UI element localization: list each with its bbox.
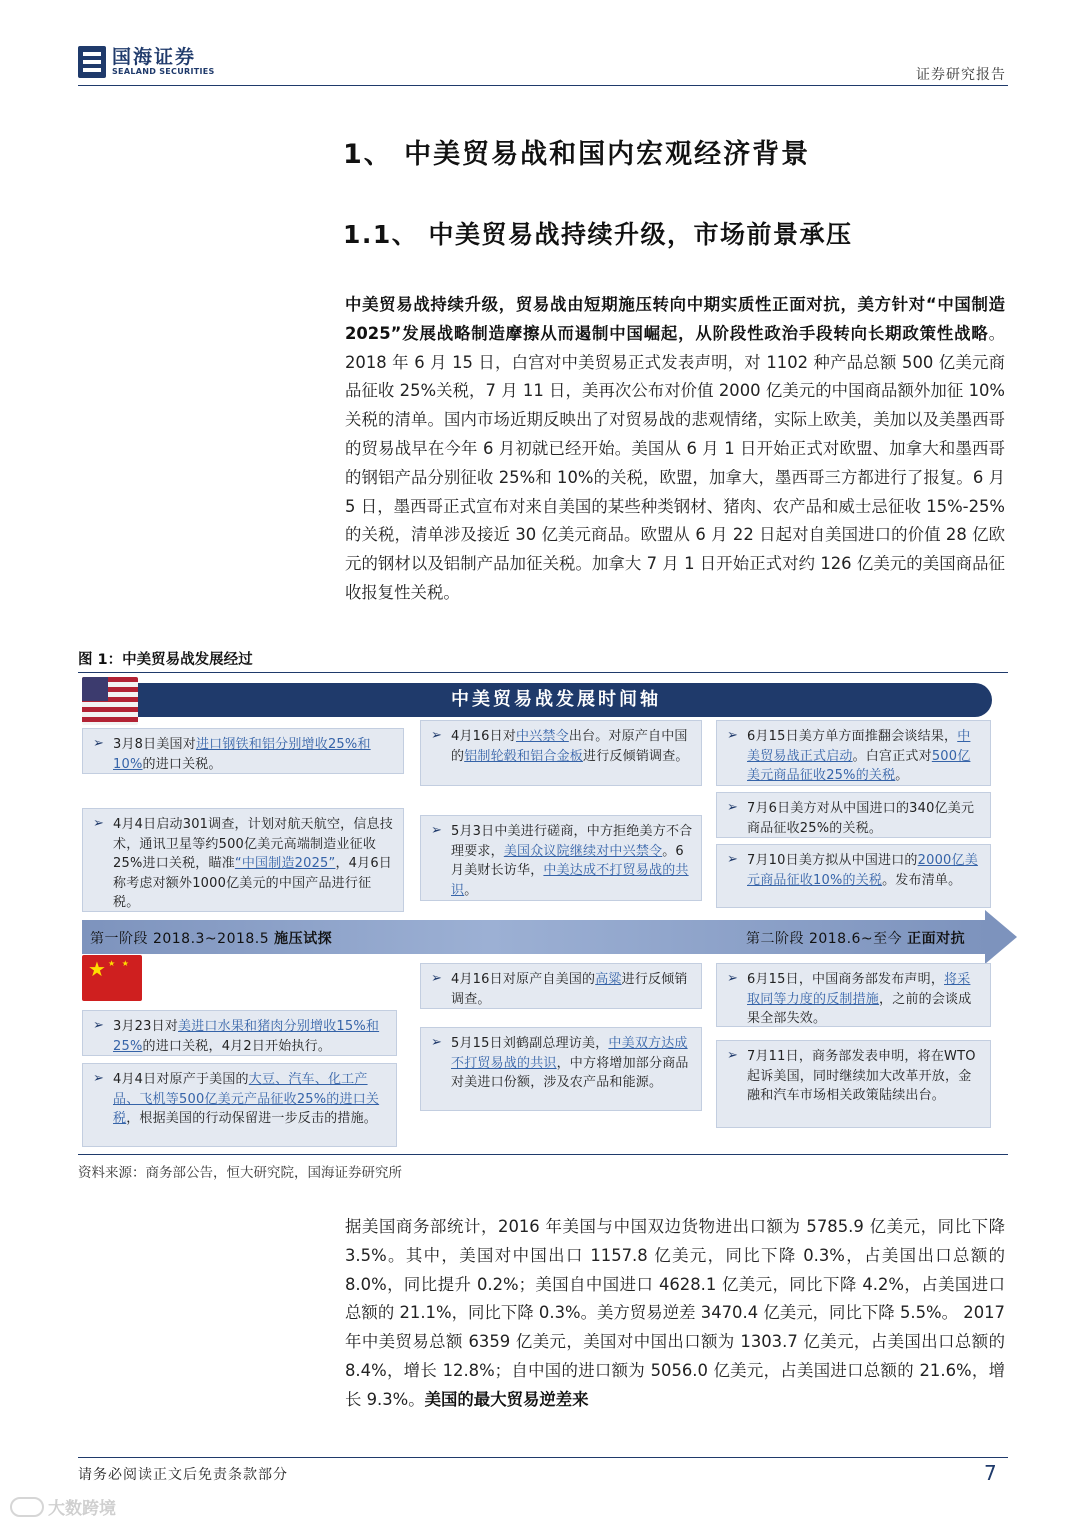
company-logo xyxy=(78,46,215,78)
paragraph-1-text: 。2018 年 6 月 15 日，白宫对中美贸易正式发表声明，对 1102 种产品总额 500 亿美元商品征收 25%关税，7 月 11 日，美再次公布对价值 2000 亿美元的中国商品额外加征 10%关税的清单。国内市场近期反映出了对贸易战的悲观情绪，实际上欧美，美加以及美墨西哥的贸易战早在今年 6 月初就已经开始。美国从 6 月 1 日开始正式对欧盟、加拿大和墨西哥的钢铝产品分别征收 25%和 10%的关税，欧盟，加拿大，墨西哥三方都进行了报复。6 月 5 日，墨西哥正式宣布对来自美国的某些种类钢材、猪肉、农产品和威士忌征收 15%-25%的关税，清单涉及接近 30 亿美元商品。欧盟从 6 月 22 日起对自美国进口的价值 28 亿欧元的钢材以及铝制产品加征关税。加拿大 7 月 1 日开始正式对约 126 亿美元的美国商品征收报复性关税。 xyxy=(345,323,1005,602)
subsection-heading: 1.1、 中美贸易战持续升级，市场前景承压 xyxy=(343,220,853,249)
page-number: 7 xyxy=(984,1461,997,1485)
timeline-box-us-0615: ➢ 6月15日美方单方面推翻会谈结果，中美贸易战正式启动。白宫正式对500亿美元商品征收25%的关税。 xyxy=(716,720,991,786)
timeline-box-us-0710: ➢ 7月10日美方拟从中国进口的2000亿美元商品征收10%的关税。发布清单。 xyxy=(716,844,991,908)
stage-2-label: 第二阶段 2018.6~至今 正面对抗 xyxy=(746,931,966,947)
body-paragraph-1 xyxy=(345,291,1005,608)
us-flag-icon xyxy=(82,677,138,725)
timeline-box-cn-0515: ➢ 5月15日刘鹤副总理访美，中美双方达成不打贸易战的共识，中方将增加部分商品对美进口份额，涉及农产品和能源。 xyxy=(420,1027,702,1111)
report-type: 证券研究报告 xyxy=(916,67,1006,83)
stage-1-label: 第一阶段 2018.3~2018.5 施压试探 xyxy=(90,931,333,947)
logo-english-name: SEALAND SECURITIES xyxy=(112,67,215,76)
logo-mark-icon xyxy=(78,46,106,78)
paragraph-1-bold-lead: 中美贸易战持续升级，贸易战由短期施压转向中期实质性正面对抗，美方针对“中国制造 2025”发展战略制造摩擦从而遏制中国崛起，从阶段性政治手段转向长期政策性战略 xyxy=(345,295,1005,343)
timeline-arrow-icon xyxy=(985,910,1017,964)
timeline-box-cn-0615: ➢ 6月15日，中国商务部发布声明，将采取同等力度的反制措施，之前的会谈成果全部失效。 xyxy=(716,963,991,1027)
timeline-box-cn-0711: ➢ 7月11日，商务部发表申明，将在WTO起诉美国，同时继续加大改革开放，金融和汽车市场相关政策陆续出台。 xyxy=(716,1040,991,1128)
page-header xyxy=(78,44,1008,86)
timeline-box-us-0416: ➢ 4月16日对中兴禁令出台。对原产自中国的铝制轮毂和铝合金板进行反倾销调查。 xyxy=(420,720,702,786)
timeline-box-cn-0404: ➢ 4月4日对原产于美国的大豆、汽车、化工产品、飞机等500亿美元产品征收25%的进口关税，根据美国的行动保留进一步反击的措施。 xyxy=(82,1063,397,1147)
figure-top-rule xyxy=(78,672,1008,673)
figure-bottom-rule xyxy=(78,1154,1008,1155)
timeline-box-us-0706: ➢ 7月6日美方对从中国进口的340亿美元商品征收25%的关税。 xyxy=(716,792,991,838)
paragraph-2-bold-tail: 美国的最大贸易逆差来 xyxy=(424,1389,589,1409)
figure-source: 资料来源：商务部公告，恒大研究院，国海证券研究所 xyxy=(78,1165,402,1181)
paragraph-2-text: 据美国商务部统计，2016 年美国与中国双边货物进出口额为 5785.9 亿美元，同比下降 3.5%。其中，美国对中国出口 1157.8 亿美元，同比下降 0.3%，占美国出口总额的 8.0%，同比提升 0.2%；美国自中国进口 4628.1 亿美元，同比下降 4.2%，占美国进口总额的 21.1%，同比下降 0.3%。美方贸易逆差 3470.4 亿美元，同比下降 5.5%。 2017 年中美贸易总额 6359 亿美元，美国对中国出口额为 1303.7 亿美元，占美国出口总额的 8.4%，增长 12.8%；自中国的进口额为 5056.0 亿美元，占美国进口总额的 21.6%，增长 9.3%。 xyxy=(345,1217,1005,1409)
watermark: 大数跨境 xyxy=(10,1494,116,1519)
china-flag-icon xyxy=(82,955,142,1001)
timeline-banner: 中美贸易战发展时间轴 xyxy=(120,683,992,717)
section-heading: 1、 中美贸易战和国内宏观经济背景 xyxy=(343,139,811,170)
timeline-box-cn-0323: ➢ 3月23日对美进口水果和猪肉分别增收15%和25%的进口关税，4月2日开始执行。 xyxy=(82,1010,397,1056)
timeline-box-us-0503: ➢ 5月3日中美进行磋商，中方拒绝美方不合理要求，美国众议院继续对中兴禁令。6月美财长访华，中美达成不打贸易战的共识。 xyxy=(420,815,702,901)
timeline-box-us-0404: ➢ 4月4日启动301调查，计划对航天航空，信息技术，通讯卫星等约500亿美元高端制造业征收25%进口关税，瞄准“中国制造2025”，4月6日称考虑对额外1000亿美元的中国产品进行征税。 xyxy=(82,808,404,912)
logo-chinese-name: 国海证券 xyxy=(112,46,197,68)
timeline-box-us-0308: ➢ 3月8日美国对进口钢铁和铝分别增收25%和10%的进口关税。 xyxy=(82,728,404,774)
timeline-box-cn-0416: ➢ 4月16日对原产自美国的高粱进行反倾销调查。 xyxy=(420,963,702,1009)
figure-title: 图 1：中美贸易战发展经过 xyxy=(78,652,253,668)
body-paragraph-2 xyxy=(345,1213,1005,1415)
footer-disclaimer[interactable]: 请务必阅读正文后免责条款部分 xyxy=(78,1467,288,1483)
watermark-logo-icon xyxy=(10,1497,44,1517)
footer-rule xyxy=(78,1457,1008,1458)
